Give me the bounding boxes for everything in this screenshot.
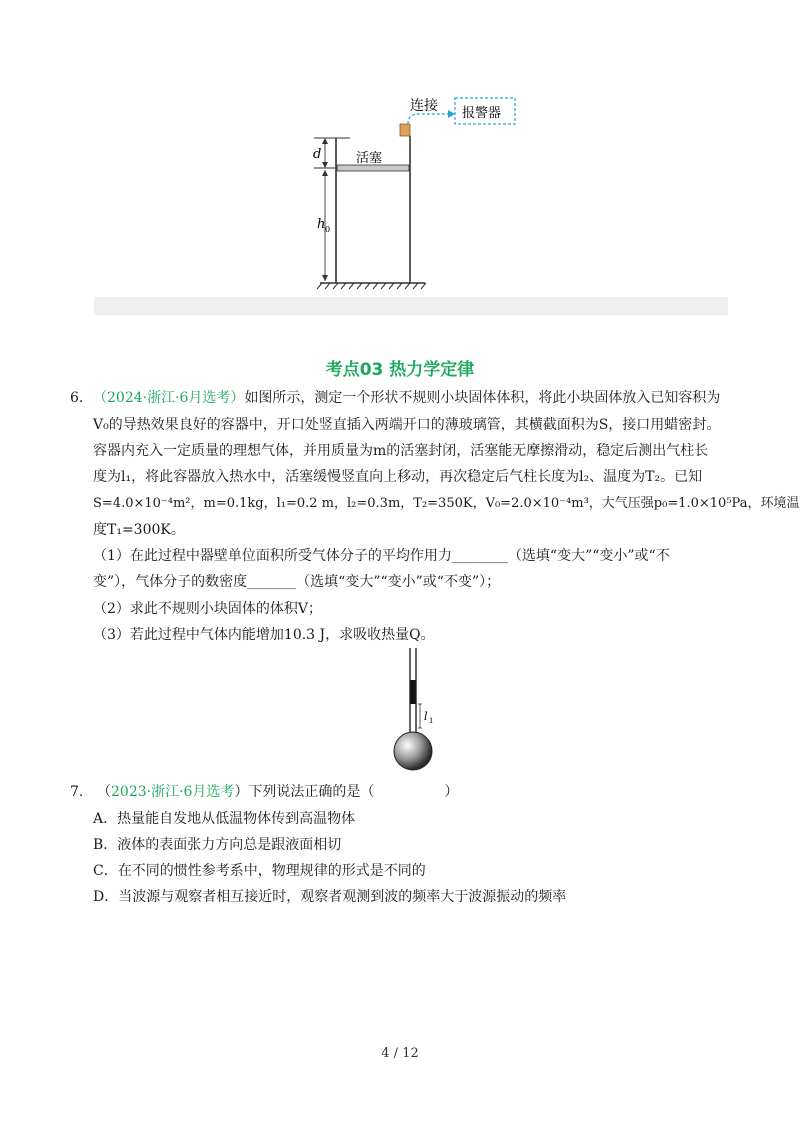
q6-sub2: （2）求此不规则小块固体的体积V； [93, 601, 323, 617]
alarm-label: 报警器 [462, 106, 502, 121]
q7-stem: 下列说法正确的是（ ） [248, 784, 459, 800]
h0-label: h [317, 217, 326, 232]
q7-option-a: A．热量能自发地从低温物体传到高温物体 [93, 811, 356, 827]
ground-hatch [317, 283, 426, 289]
q6-sub1a: （1）在此过程中器壁单位面积所受气体分子的平均作用力________（选填“变大”“变小”或“不 [93, 548, 670, 564]
page-total: 12 [402, 1046, 419, 1061]
flask-ball [394, 732, 432, 770]
page-indicator [0, 1046, 800, 1061]
q7-stem-line: （2023·浙江·6月选考）下列说法正确的是（ ） [97, 784, 459, 800]
sensor-block [400, 124, 410, 136]
q6-source: （2024·浙江·6月选考） [93, 390, 245, 406]
piston-label: 活塞 [356, 151, 383, 166]
page-sep: / [393, 1046, 399, 1061]
q6-sub3: （3）若此过程中气体内能增加10.3 J，求吸收热量Q。 [93, 627, 435, 643]
grey-separator [94, 297, 728, 315]
piston-alarm-figure [300, 88, 530, 298]
q7-option-c: C．在不同的惯性参考系中，物理规律的形式是不同的 [93, 863, 426, 879]
q6-line3: 容器内充入一定质量的理想气体，并用质量为m的活塞封闭，活塞能无摩擦滑动，稳定后测出气柱长 [93, 443, 709, 459]
arrow-head-icon [448, 110, 455, 118]
q6-number: 6. [70, 390, 84, 406]
q7-number: 7. [70, 784, 84, 800]
q6-line5: S=4.0×10⁻⁴m²，m=0.1kg，l₁=0.2 m，l₂=0.3m，T₂=350K，V₀=2.0×10⁻⁴m³，大气压强p₀=1.0×10⁵Pa，环境温 [93, 496, 800, 511]
flask-tube-figure [384, 644, 456, 774]
l1-subscript: 1 [429, 717, 434, 725]
q6-line1: （2024·浙江·6月选考）如图所示，测定一个形状不规则小块固体体积，将此小块固体放入已知容积为 [93, 390, 721, 406]
q6-sub1b: 变”），气体分子的数密度_______（选填“变大”“变小”或“不变”）； [93, 574, 501, 590]
section-title: 考点03 热力学定律 [325, 360, 475, 380]
q7-option-d: D．当波源与观察者相互接近时，观察者观测到波的频率大于波源振动的频率 [93, 889, 567, 905]
connection-wire [408, 114, 448, 124]
l1-label: l [424, 710, 428, 723]
connect-label: 连接 [410, 98, 438, 114]
h0-subscript: 0 [325, 225, 331, 234]
q6-line2: V₀的导热效果良好的容器中，开口处竖直插入两端开口的薄玻璃管，其横截面积为S，接口用蜡密封。 [93, 417, 721, 433]
q6-line6: 度T₁=300K。 [93, 522, 185, 538]
piston-plug [411, 680, 416, 704]
q6-line4: 度为l₁，将此容器放入热水中，活塞缓慢竖直向上移动，再次稳定后气柱长度为l₂、温度为T₂。已知 [93, 469, 703, 485]
q7-option-b: B．液体的表面张力方向总是跟液面相切 [93, 837, 342, 853]
d-label: d [313, 147, 322, 162]
page-current: 4 [381, 1046, 390, 1061]
q7-source: 2023·浙江·6月选考 [111, 784, 235, 800]
